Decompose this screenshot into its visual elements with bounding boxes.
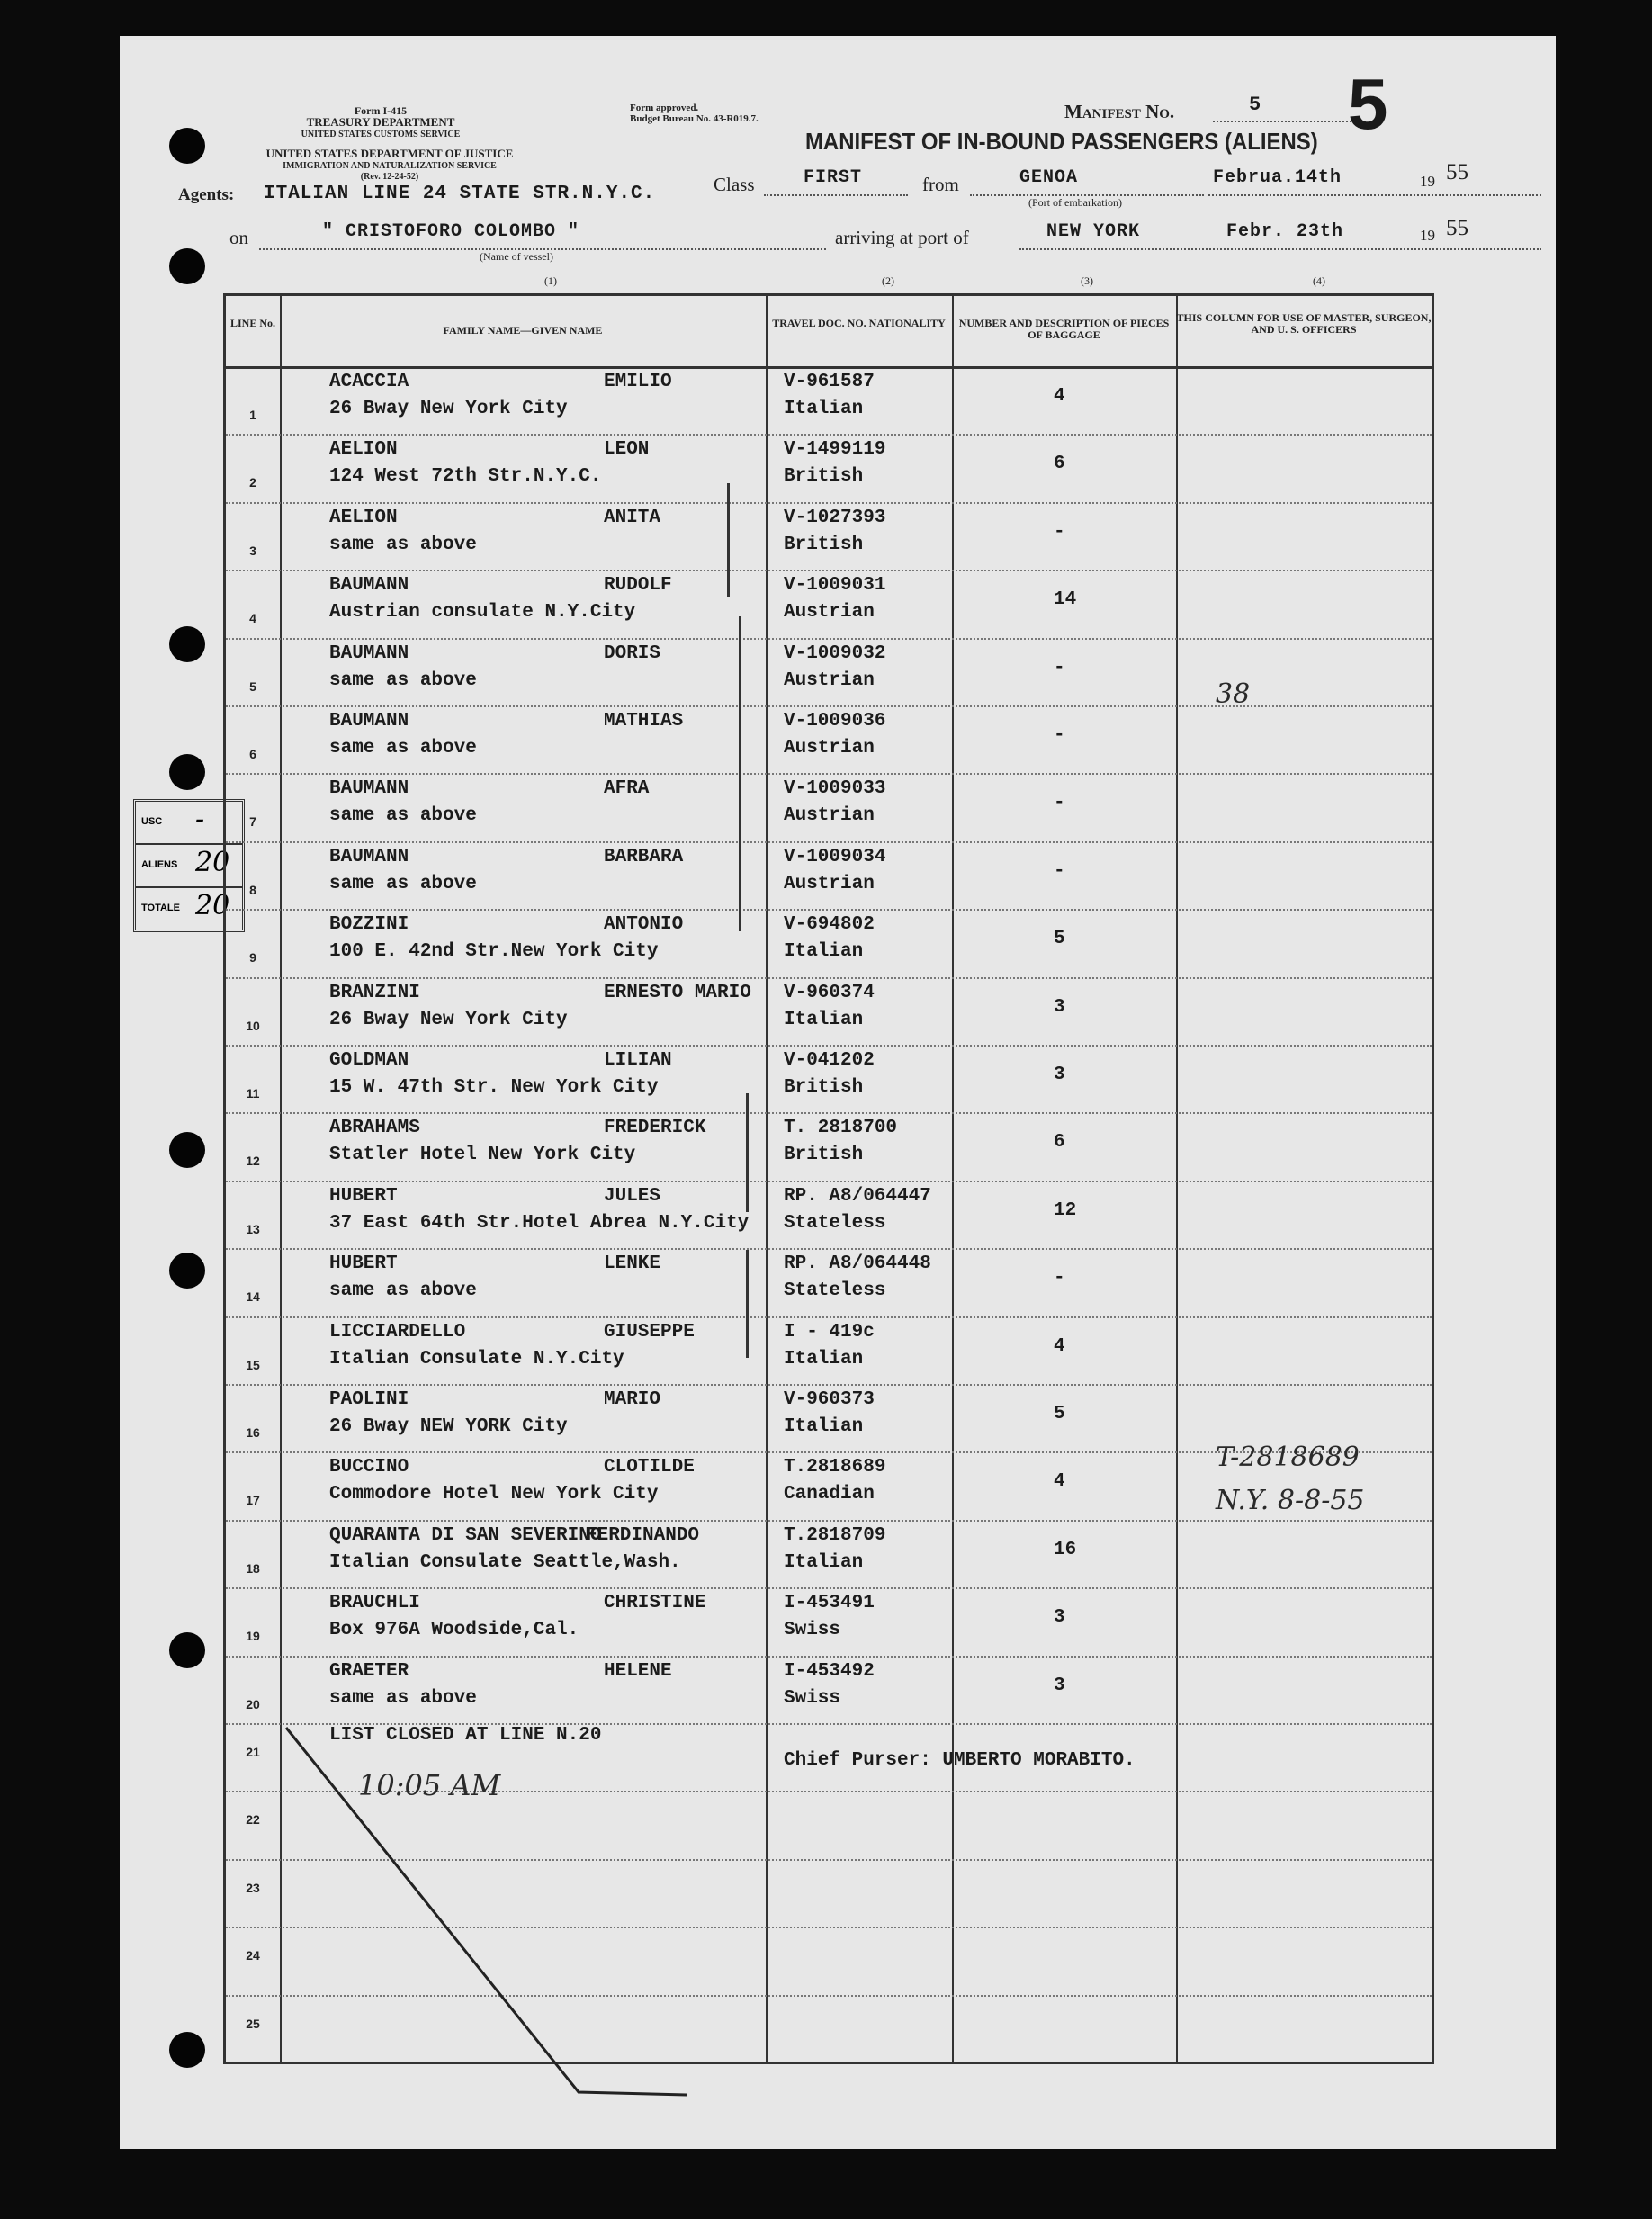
given-name: ANTONIO [604,914,684,936]
nationality: British [784,1077,864,1098]
travel-doc: RP. A8/064448 [784,1253,931,1275]
travel-doc: V-960373 [784,1389,875,1410]
given-name: FREDERICK [604,1118,706,1139]
arrival-year: 55 [1446,216,1468,240]
nationality: Austrian [784,602,875,624]
table-row [226,434,1432,503]
line-number: 8 [249,882,256,897]
table-row [226,1520,1432,1589]
table-row [226,773,1432,842]
nationality: Stateless [784,1212,886,1234]
nationality: Italian [784,1009,864,1030]
travel-doc: V-1009036 [784,711,886,732]
nationality: Italian [784,941,864,963]
tally-total: TOTALE 20 [141,890,230,921]
line-number: 1 [249,408,256,422]
family-name: GOLDMAN [329,1050,409,1071]
address: 26 Bway New York City [329,399,568,419]
travel-doc: T.2818709 [784,1524,886,1546]
baggage: 6 [1054,454,1065,475]
departure-date: Februa.14th [1213,167,1342,188]
annotation-38: 38 [1216,678,1251,710]
table-header [226,296,1432,369]
table-row [226,1316,1432,1386]
col-marker-1: (1) [544,274,557,287]
table-row [226,705,1432,775]
line-number: 20 [246,1696,260,1711]
baggage: 5 [1054,929,1065,950]
baggage: 5 [1054,1404,1065,1424]
travel-doc: I - 419c [784,1321,875,1343]
tally-usc: USC - [136,802,242,845]
table-row [226,841,1432,911]
line-number: 5 [249,678,256,694]
travel-doc: V-041202 [784,1050,875,1071]
annotation-time: 10:05 AM [358,1768,501,1802]
travel-doc: V-1009034 [784,846,886,867]
family-name: ACACCIA [329,372,409,392]
manifest-stamp-number: 5 [1348,64,1388,144]
travel-doc: RP. A8/064447 [784,1185,931,1207]
vessel-label: on [229,227,248,248]
given-name: FERDINANDO [586,1524,700,1546]
header-travel-doc: TRAVEL DOC. NO. NATIONALITY [772,317,946,329]
line-number: 24 [246,1948,260,1963]
family-name: BAUMANN [329,711,409,732]
family-name: BRAUCHLI [329,1593,420,1614]
line-number: 21 [246,1745,260,1759]
budget-bureau: Budget Bureau No. 43-R019.7. [630,113,759,124]
address: 26 Bway New York City [329,1009,568,1030]
travel-doc: T. 2818700 [784,1118,898,1139]
nationality: Austrian [784,669,875,691]
given-name: GIUSEPPE [604,1321,695,1343]
header-baggage: NUMBER AND DESCRIPTION OF PIECES OF BAGGAGE [958,317,1170,341]
given-name: LEON [604,439,650,461]
list-closed-note: LIST CLOSED AT LINE N.20 [329,1725,602,1746]
line-number: 12 [246,1154,260,1169]
given-name: MATHIAS [604,711,684,732]
punch-hole [169,1132,205,1168]
given-name: EMILIO [604,372,672,392]
baggage: 3 [1054,1675,1065,1696]
travel-doc: V-960374 [784,982,875,1003]
nationality: British [784,1145,864,1166]
address: Italian Consulate Seattle,Wash. [329,1551,681,1573]
line-number: 15 [246,1357,260,1372]
table-row [226,366,1432,436]
address: Austrian consulate N.Y.City [329,602,636,624]
header-name: FAMILY NAME—GIVEN NAME [443,324,603,337]
family-name: BUCCINO [329,1457,409,1478]
address: same as above [329,669,477,691]
address: Italian Consulate N.Y.City [329,1348,624,1370]
form-number: Form I-415 [354,104,408,117]
justice-dept: UNITED STATES DEPARTMENT OF JUSTICE [265,147,514,160]
baggage: 4 [1054,1471,1065,1493]
nationality: Austrian [784,805,875,827]
line-number: 11 [246,1086,260,1101]
address: same as above [329,534,477,555]
manifest-no: 5 [1249,94,1262,116]
baggage: 3 [1054,996,1065,1018]
line-number: 3 [249,543,256,558]
family-name: BAUMANN [329,846,409,867]
vessel-caption: (Name of vessel) [480,250,553,263]
baggage: - [1054,793,1065,814]
travel-doc: V-1009033 [784,778,886,800]
baggage: - [1054,725,1065,746]
nationality: Swiss [784,1687,841,1709]
line-number: 7 [249,814,256,830]
manifest-title: MANIFEST OF IN-BOUND PASSENGERS (ALIENS) [805,128,1318,155]
annotation-date: N.Y. 8-8-55 [1216,1485,1365,1516]
departure-year: 55 [1446,160,1468,184]
class-label: Class [714,174,755,195]
address: same as above [329,738,477,759]
nationality: British [784,466,864,488]
family-name: BOZZINI [329,914,409,936]
baggage: 14 [1054,589,1077,611]
family-name: BAUMANN [329,642,409,664]
nationality: Italian [784,1348,864,1370]
travel-doc: V-1499119 [784,439,886,461]
table-row [226,1112,1432,1181]
nationality: Italian [784,399,864,419]
family-name: AELION [329,507,398,528]
family-bracket [746,1093,749,1212]
nationality: Austrian [784,738,875,759]
line-number: 16 [246,1425,260,1440]
nationality: Stateless [784,1280,886,1302]
table-row [226,1181,1432,1250]
family-name: ABRAHAMS [329,1118,420,1139]
baggage: 12 [1054,1199,1077,1221]
address: 15 W. 47th Str. New York City [329,1077,659,1098]
address: same as above [329,873,477,894]
family-name: AELION [329,439,398,461]
given-name: LENKE [604,1253,661,1275]
arriving-label: arriving at port of [835,227,969,248]
line-number: 23 [246,1880,260,1895]
nationality: Austrian [784,873,875,894]
address: Commodore Hotel New York City [329,1484,659,1505]
family-name: PAOLINI [329,1389,409,1410]
address: 100 E. 42nd Str.New York City [329,941,659,963]
family-name: GRAETER [329,1660,409,1682]
travel-doc: V-961587 [784,372,875,392]
punch-hole [169,626,205,662]
header-officers: THIS COLUMN FOR USE OF MASTER, SURGEON, AND U. S. OFFICERS [1176,311,1432,336]
arrival-date: Febr. 23th [1226,221,1344,242]
baggage: 3 [1054,1607,1065,1629]
family-name: LICCIARDELLO [329,1321,466,1343]
class-value: FIRST [804,167,863,188]
line-number: 6 [249,747,256,761]
travel-doc: V-694802 [784,914,875,936]
ins: IMMIGRATION AND NATURALIZATION SERVICE [283,161,497,171]
department: TREASURY DEPARTMENT [306,115,455,129]
address: Box 976A Woodside,Cal. [329,1620,579,1641]
punch-hole [169,754,205,790]
header-line-no: LINE No. [229,317,275,329]
address: 37 East 64th Str.Hotel Abrea N.Y.City [329,1212,750,1234]
table-row [226,1248,1432,1317]
nationality: Canadian [784,1484,875,1505]
punch-hole [169,128,205,164]
tally-aliens: ALIENS 20 [136,845,242,888]
travel-doc: T.2818689 [784,1457,886,1478]
family-bracket [746,1250,749,1358]
revision: (Rev. 12-24-52) [360,172,419,182]
given-name: ANITA [604,507,661,528]
given-name: RUDOLF [604,575,672,597]
address: Statler Hotel New York City [329,1145,636,1166]
given-name: DORIS [604,642,661,664]
col-marker-2: (2) [882,274,894,287]
baggage: 16 [1054,1539,1077,1560]
table-row [226,502,1432,571]
punch-hole [169,1632,205,1668]
manifest-no-label: Manifest No. [1064,101,1175,122]
given-name: ERNESTO MARIO [604,982,751,1003]
port-of-embarkation: (Port of embarkation) [1028,196,1122,209]
manifest-page [120,36,1556,2149]
given-name: MARIO [604,1389,661,1410]
agents-value: ITALIAN LINE 24 STATE STR.N.Y.C. [264,184,656,204]
line-number: 14 [246,1289,260,1305]
family-name: BAUMANN [329,575,409,597]
travel-doc: I-453491 [784,1593,875,1614]
table-row [226,570,1432,639]
table-row [226,1587,1432,1657]
annotation-doc: T-2818689 [1216,1442,1360,1473]
family-name: HUBERT [329,1185,398,1207]
punch-hole [169,1253,205,1289]
line-number: 9 [249,950,256,966]
arrival-port: NEW YORK [1046,221,1141,242]
table-row [226,977,1432,1047]
vessel-name: " CRISTOFORO COLOMBO " [322,221,580,242]
from-label: from [922,174,959,195]
travel-doc: I-453492 [784,1660,875,1682]
baggage: 4 [1054,386,1065,407]
baggage: - [1054,860,1065,882]
given-name: CLOTILDE [604,1457,695,1478]
nationality: Italian [784,1416,864,1437]
line-number: 4 [249,611,256,626]
given-name: LILIAN [604,1050,672,1071]
nationality: Italian [784,1551,864,1573]
given-name: HELENE [604,1660,672,1682]
table-row [226,909,1432,978]
service: UNITED STATES CUSTOMS SERVICE [301,130,461,139]
baggage: - [1054,521,1065,543]
punch-hole [169,2032,205,2068]
line-number: 22 [246,1812,260,1828]
line-number: 17 [246,1493,260,1508]
punch-hole [169,248,205,284]
given-name: AFRA [604,778,650,800]
line-number: 2 [249,475,256,490]
baggage: - [1054,657,1065,678]
given-name: BARBARA [604,846,684,867]
nationality: British [784,534,864,555]
given-name: JULES [604,1185,661,1207]
travel-doc: V-1009032 [784,642,886,664]
nationality: Swiss [784,1620,841,1641]
baggage: 3 [1054,1065,1065,1085]
line-number: 19 [246,1629,260,1644]
line-number: 10 [246,1018,260,1033]
line-number: 25 [246,2016,260,2031]
family-name: QUARANTA DI SAN SEVERINO [329,1524,602,1546]
given-name: CHRISTINE [604,1593,706,1614]
family-name: BAUMANN [329,778,409,800]
line-number: 18 [246,1560,260,1576]
baggage: 4 [1054,1335,1065,1357]
address: same as above [329,805,477,827]
family-name: HUBERT [329,1253,398,1275]
address: 124 West 72th Str.N.Y.C. [329,466,602,488]
departure-century: 19 [1420,173,1435,190]
form-approved: Form approved. [630,103,699,113]
agents-label: Agents: [178,185,235,204]
address: same as above [329,1280,477,1302]
baggage: 6 [1054,1132,1065,1154]
travel-doc: V-1027393 [784,507,886,528]
baggage: - [1054,1268,1065,1289]
travel-doc: V-1009031 [784,575,886,597]
strike-line [264,1710,714,2106]
address: same as above [329,1687,477,1709]
family-bracket [727,483,730,597]
family-bracket [739,616,741,931]
from-value: GENOA [1019,167,1079,188]
col-marker-4: (4) [1313,274,1325,287]
table-row [226,638,1432,707]
table-row [226,1045,1432,1114]
address: 26 Bway NEW YORK City [329,1416,568,1437]
family-name: BRANZINI [329,982,420,1003]
arrival-century: 19 [1420,227,1435,244]
chief-purser: Chief Purser: UMBERTO MORABITO. [784,1750,1136,1771]
col-marker-3: (3) [1081,274,1093,287]
line-number: 13 [246,1221,260,1236]
